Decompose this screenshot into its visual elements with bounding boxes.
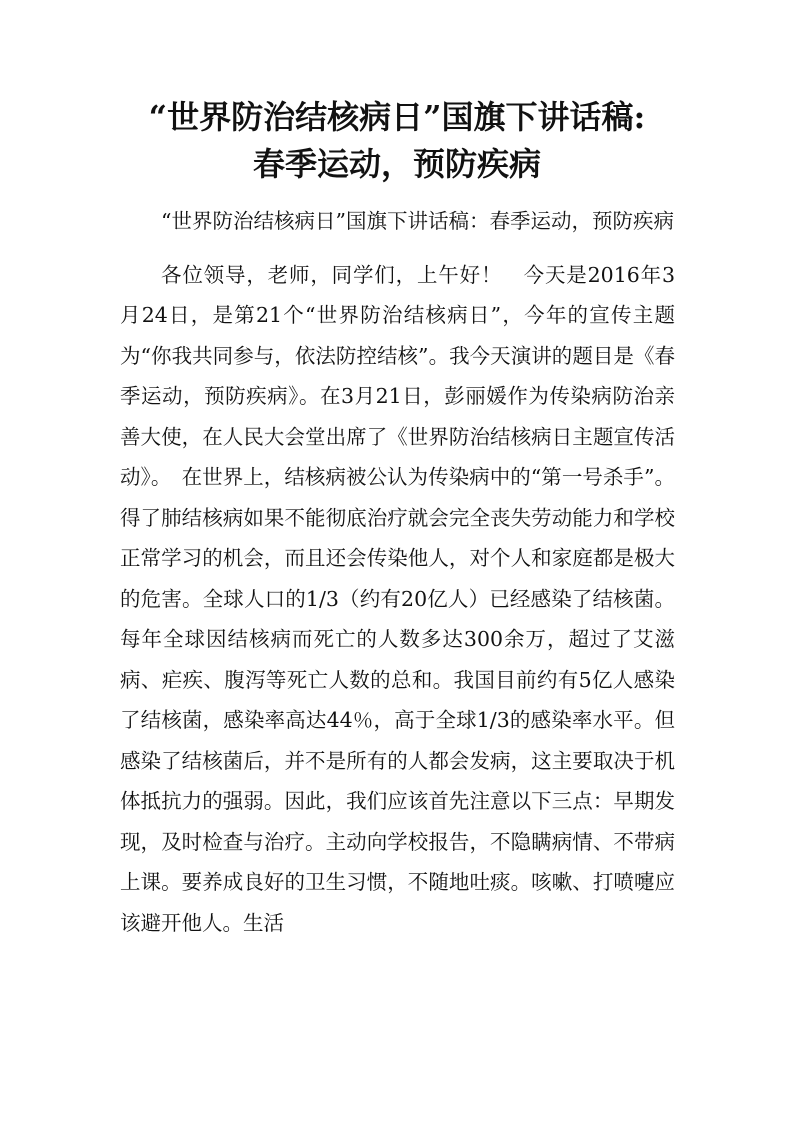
subtitle-paragraph: “世界防治结核病日”国旗下讲话稿：春季运动，预防疾病 bbox=[161, 209, 674, 233]
speech-paragraph: 各位领导，老师，同学们，上午好！ 今天是2016年3月24日，是第21个“世界防治结核病日”，今年的宣传主题为“你我共同参与，依法防控结核”。我今天演讲的题目是《春季运动，预防疾病》。在3月21日，彭丽媛作为传染病防治亲善大使，在人民大会堂出席了《世界防治结核病日主题宣传活动》。 在世界上，结核病被公认为传染病中的“第一号杀手”。得了肺结核病如果不能彻底治疗就会完全丧失劳动能力和学校正常学习的机会，而且还会传染他人，对个人和家庭都是极大的危害。全球人口的1/3（约有20亿人）已经感染了结核菌。每年全球因结核病而死亡的人数多达300余万，超过了艾滋病、疟疾、腹泻等死亡人数的总和。我国目前约有5亿人感染了结核菌，感染率高达44％，高于全球1/3的感染率水平。但感染了结核菌后，并不是所有的人都会发病，这主要取决于机体抵抗力的强弱。因此，我们应该首先注意以下三点：早期发现，及时检查与治疗。主动向学校报告，不隐瞒病情、不带病上课。要养成良好的卫生习惯，不随地吐痰。咳嗽、打喷嚏应该避开他人。生活 bbox=[120, 262, 675, 935]
document-title bbox=[100, 94, 694, 188]
title-line-2: 春季运动，预防疾病 bbox=[252, 145, 541, 183]
title-line-1: “世界防治结核病日”国旗下讲话稿: bbox=[148, 98, 646, 136]
document-body bbox=[120, 201, 675, 943]
